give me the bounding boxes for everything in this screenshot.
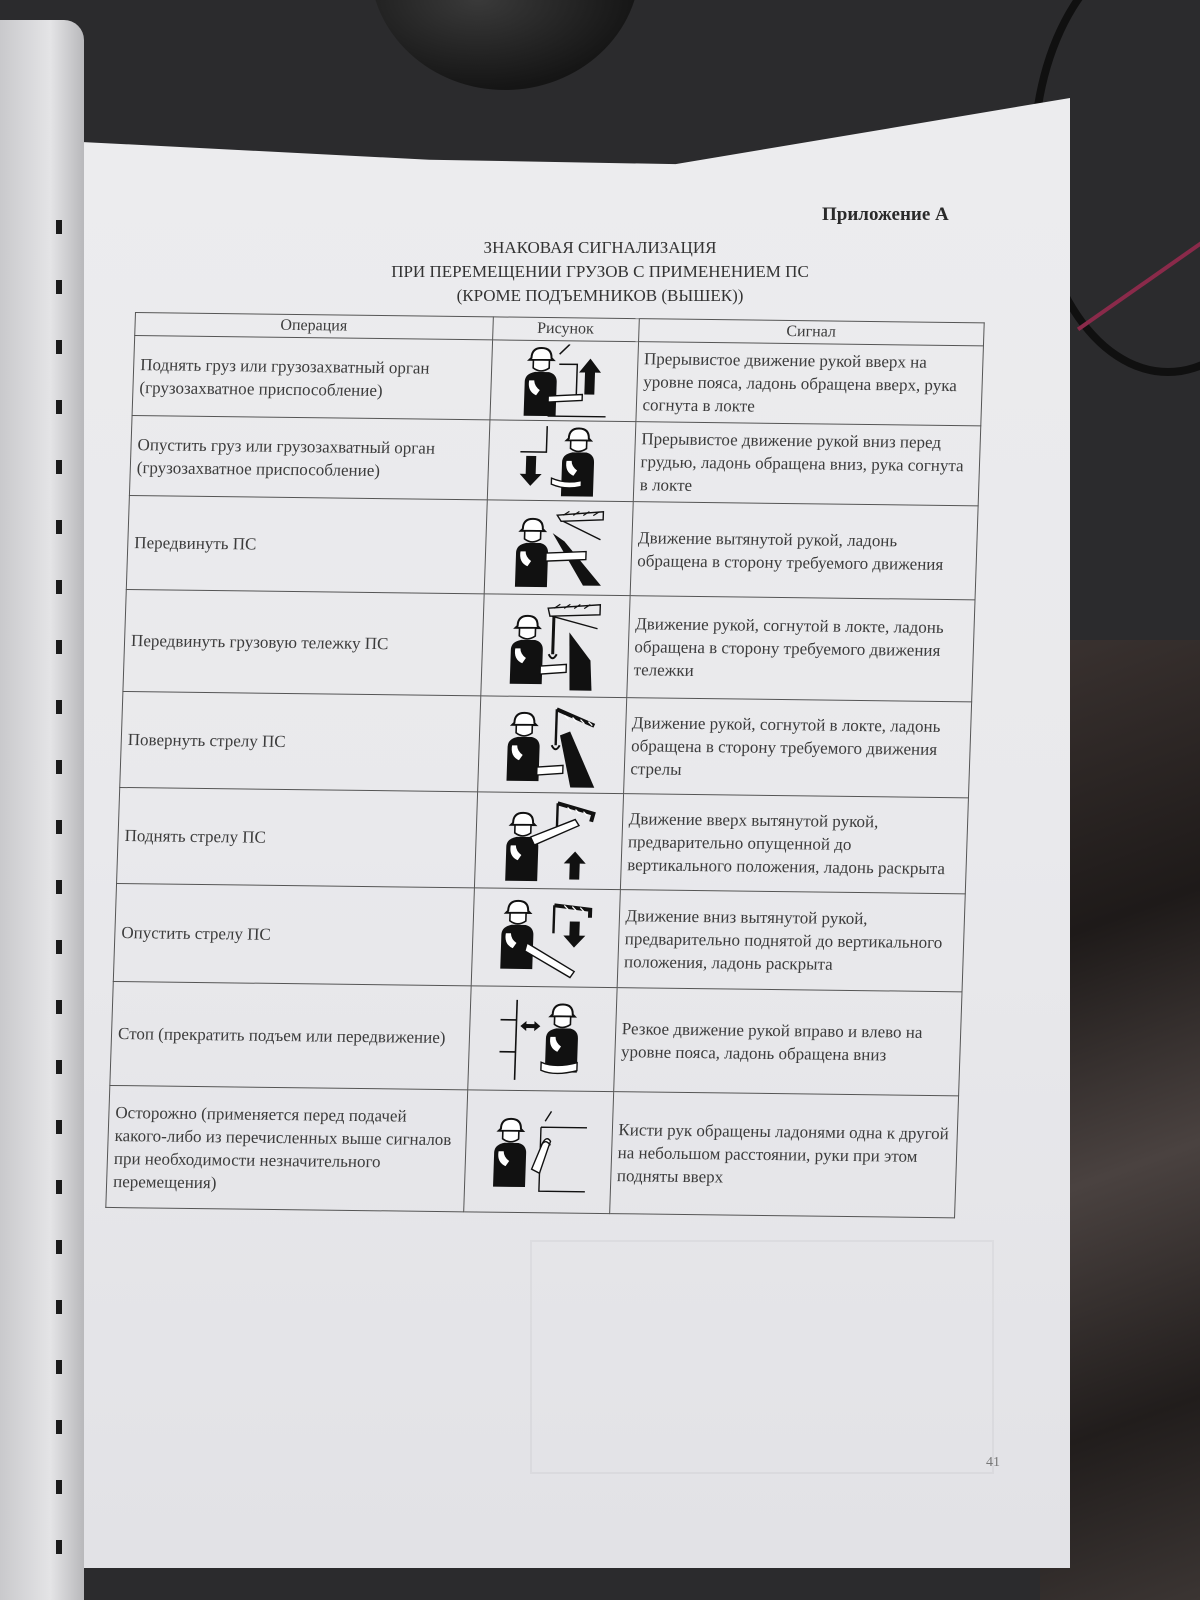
binding-ring — [56, 1540, 62, 1554]
operation-cell: Опустить груз или грузозахватный орган (грузозахватное приспособление) — [129, 415, 489, 499]
header-operation: Операция — [135, 313, 493, 340]
worker-stop-icon — [492, 991, 591, 1086]
signal-cell: Резкое движение рукой вправо и влево на уровне пояса, ладонь обращена вниз — [613, 988, 962, 1096]
operation-cell: Поднять стрелу ПС — [117, 787, 478, 887]
page-number: 41 — [986, 1455, 1000, 1470]
binding-ring — [56, 400, 62, 414]
operation-cell: Передвинуть ПС — [126, 495, 487, 593]
binding-ring — [56, 1480, 62, 1494]
document-title — [300, 236, 900, 308]
table-row — [113, 883, 965, 991]
table-row — [106, 1085, 959, 1217]
operation-cell: Поднять груз или грузозахватный орган (грузозахватное приспособление) — [132, 336, 492, 420]
signal-cell: Прерывистое движение рукой вниз перед грудью, ладонь обращена вниз, рука согнута в локте — [633, 422, 981, 506]
table-row — [117, 787, 969, 893]
operation-cell: Повернуть стрелу ПС — [120, 691, 481, 791]
table-row — [132, 336, 983, 426]
binding-ring — [56, 760, 62, 774]
signal-cell: Движение рукой, согнутой в локте, ладонь обращена в сторону требуемого движения тележки — [626, 596, 975, 702]
worker-raise-load-icon — [518, 343, 610, 418]
worker-move-crane-icon — [509, 504, 608, 591]
worker-raise-boom-icon — [499, 796, 598, 885]
title-line-1: ЗНАКОВАЯ СИГНАЛИЗАЦИЯ — [483, 238, 717, 257]
worker-lower-load-icon — [515, 423, 607, 498]
binding-ring — [56, 460, 62, 474]
binding-ring — [56, 1180, 62, 1194]
signal-cell: Кисти рук обращены ладонями одна к другой на небольшом расстоянии, руки при этом подняты вверх — [609, 1092, 958, 1218]
binding-ring — [56, 520, 62, 534]
binding-ring — [56, 880, 62, 894]
binding-ring — [56, 1420, 62, 1434]
binding-ring — [56, 1300, 62, 1314]
operation-cell: Стоп (прекратить подъем или передвижение) — [110, 981, 471, 1089]
table-row — [120, 691, 972, 797]
appendix-label: Приложение А — [822, 204, 949, 225]
binding-ring — [56, 1060, 62, 1074]
header-signal: Сигнал — [638, 319, 984, 346]
header-picture: Рисунок — [492, 317, 639, 342]
signal-cell: Движение вверх вытянутой рукой, предварительно опущенной до вертикального положения, ладонь раскрыта — [620, 794, 969, 894]
signal-table — [105, 312, 984, 1218]
binding-ring — [56, 820, 62, 834]
title-line-3: (КРОМЕ ПОДЪЕМНИКОВ (ВЫШЕК)) — [456, 286, 744, 305]
signal-cell: Движение рукой, согнутой в локте, ладонь обращена в сторону требуемого движения стрелы — [623, 698, 972, 798]
binding-ring — [56, 1000, 62, 1014]
left-page-edge — [0, 20, 84, 1600]
worker-lower-boom-icon — [496, 892, 595, 983]
signal-cell: Прерывистое движение рукой вверх на уровне пояса, ладонь обращена вверх, рука согнута в локте — [635, 342, 983, 426]
binding-ring — [56, 1120, 62, 1134]
signal-cell: Движение вытянутой рукой, ладонь обращена в сторону требуемого движения — [630, 502, 978, 600]
signal-cell: Движение вниз вытянутой рукой, предварительно поднятой до вертикального положения, ладонь раскрыта — [617, 890, 966, 992]
binding-ring — [56, 280, 62, 294]
binding-ring — [56, 700, 62, 714]
table-row — [110, 981, 962, 1095]
binding-ring — [56, 340, 62, 354]
computer-mouse — [370, 0, 640, 90]
binding-ring — [56, 580, 62, 594]
title-line-2: ПРИ ПЕРЕМЕЩЕНИИ ГРУЗОВ С ПРИМЕНЕНИЕМ ПС — [391, 262, 809, 281]
table-row — [126, 495, 978, 599]
operation-cell: Опустить стрелу ПС — [113, 883, 474, 985]
operation-cell: Передвинуть грузовую тележку ПС — [123, 589, 484, 695]
operation-cell: Осторожно (применяется перед подачей какого-либо из перечисленных выше сигналов при необходимости незначительного перемещения) — [106, 1085, 467, 1211]
table-row — [129, 415, 980, 505]
binding-ring — [56, 1360, 62, 1374]
worker-move-trolley-icon — [505, 599, 604, 692]
table-row — [123, 589, 975, 701]
bleed-through-ghost — [530, 1240, 994, 1474]
binding-ring — [56, 640, 62, 654]
binding-ring — [56, 940, 62, 954]
binding-ring — [56, 220, 62, 234]
binding-ring — [56, 1240, 62, 1254]
worker-caution-icon — [487, 1106, 590, 1197]
worker-rotate-boom-icon — [502, 700, 601, 789]
